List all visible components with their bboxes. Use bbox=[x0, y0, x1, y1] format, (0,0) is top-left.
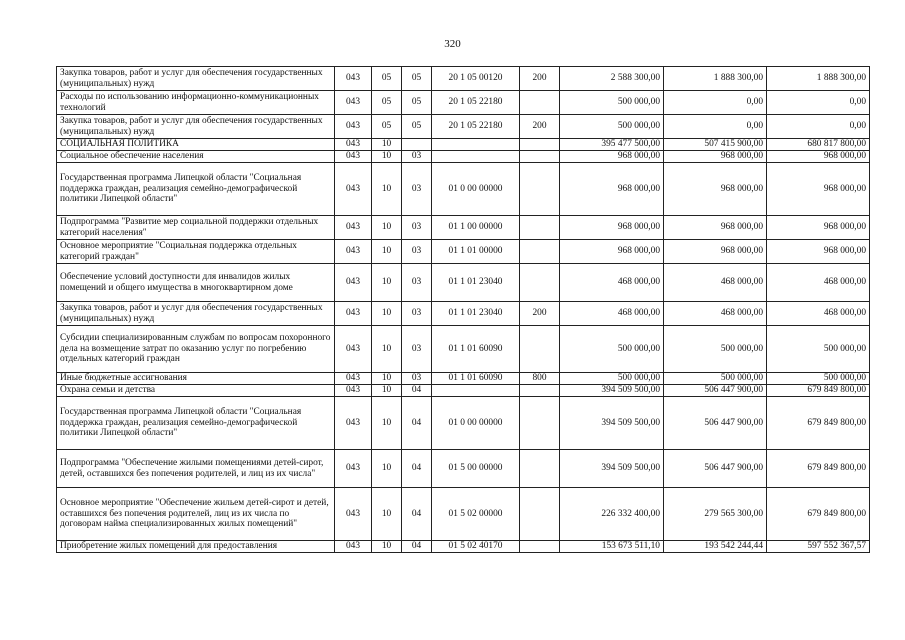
target-item-code: 20 1 05 00120 bbox=[432, 67, 520, 91]
expense-type-code bbox=[520, 240, 560, 264]
expense-type-code bbox=[520, 139, 560, 151]
amount-year-3: 679 849 800,00 bbox=[767, 450, 870, 488]
table-row bbox=[57, 397, 870, 450]
admin-code: 043 bbox=[335, 151, 372, 163]
subsection-code: 03 bbox=[402, 240, 432, 264]
amount-year-1: 500 000,00 bbox=[560, 373, 664, 385]
section-code: 10 bbox=[372, 264, 402, 302]
budget-table bbox=[56, 66, 870, 553]
amount-year-2: 968 000,00 bbox=[664, 163, 767, 216]
amount-year-3: 0,00 bbox=[767, 115, 870, 139]
expense-type-code bbox=[520, 541, 560, 553]
amount-year-1: 500 000,00 bbox=[560, 326, 664, 373]
amount-year-3: 679 849 800,00 bbox=[767, 397, 870, 450]
amount-year-3: 500 000,00 bbox=[767, 326, 870, 373]
section-code: 10 bbox=[372, 326, 402, 373]
amount-year-2: 468 000,00 bbox=[664, 264, 767, 302]
amount-year-3: 597 552 367,57 bbox=[767, 541, 870, 553]
admin-code: 043 bbox=[335, 240, 372, 264]
target-item-code bbox=[432, 385, 520, 397]
subsection-code: 03 bbox=[402, 264, 432, 302]
row-name: Охрана семьи и детства bbox=[57, 385, 335, 397]
amount-year-3: 679 849 800,00 bbox=[767, 488, 870, 541]
subsection-code: 04 bbox=[402, 450, 432, 488]
amount-year-1: 226 332 400,00 bbox=[560, 488, 664, 541]
target-item-code: 20 1 05 22180 bbox=[432, 91, 520, 115]
admin-code: 043 bbox=[335, 385, 372, 397]
row-name: Закупка товаров, работ и услуг для обеспечения государственных (муниципальных) нужд bbox=[57, 115, 335, 139]
amount-year-2: 193 542 244,44 bbox=[664, 541, 767, 553]
target-item-code: 01 5 02 40170 bbox=[432, 541, 520, 553]
target-item-code: 01 5 00 00000 bbox=[432, 450, 520, 488]
admin-code: 043 bbox=[335, 488, 372, 541]
amount-year-2: 506 447 900,00 bbox=[664, 450, 767, 488]
target-item-code bbox=[432, 151, 520, 163]
amount-year-2: 500 000,00 bbox=[664, 326, 767, 373]
amount-year-2: 506 447 900,00 bbox=[664, 385, 767, 397]
subsection-code: 04 bbox=[402, 488, 432, 541]
section-code: 10 bbox=[372, 163, 402, 216]
expense-type-code bbox=[520, 216, 560, 240]
subsection-code: 03 bbox=[402, 302, 432, 326]
table-row bbox=[57, 385, 870, 397]
table-row bbox=[57, 115, 870, 139]
amount-year-1: 500 000,00 bbox=[560, 91, 664, 115]
amount-year-3: 500 000,00 bbox=[767, 373, 870, 385]
amount-year-2: 506 447 900,00 bbox=[664, 397, 767, 450]
target-item-code: 01 1 01 23040 bbox=[432, 264, 520, 302]
table-row bbox=[57, 450, 870, 488]
table-row bbox=[57, 326, 870, 373]
section-code: 10 bbox=[372, 450, 402, 488]
subsection-code: 05 bbox=[402, 115, 432, 139]
expense-type-code: 200 bbox=[520, 67, 560, 91]
amount-year-3: 468 000,00 bbox=[767, 264, 870, 302]
section-code: 10 bbox=[372, 397, 402, 450]
table-row bbox=[57, 163, 870, 216]
amount-year-3: 968 000,00 bbox=[767, 163, 870, 216]
amount-year-1: 468 000,00 bbox=[560, 264, 664, 302]
row-name: Государственная программа Липецкой области "Социальная поддержка граждан, реализация семейно-демографической политики Липецкой области" bbox=[57, 397, 335, 450]
amount-year-1: 968 000,00 bbox=[560, 216, 664, 240]
expense-type-code bbox=[520, 385, 560, 397]
section-code: 10 bbox=[372, 488, 402, 541]
amount-year-3: 679 849 800,00 bbox=[767, 385, 870, 397]
table-row bbox=[57, 216, 870, 240]
expense-type-code bbox=[520, 326, 560, 373]
table-row bbox=[57, 91, 870, 115]
row-name: Расходы по использованию информационно-коммуникационных технологий bbox=[57, 91, 335, 115]
expense-type-code bbox=[520, 488, 560, 541]
section-code: 10 bbox=[372, 541, 402, 553]
admin-code: 043 bbox=[335, 541, 372, 553]
expense-type-code bbox=[520, 450, 560, 488]
target-item-code: 20 1 05 22180 bbox=[432, 115, 520, 139]
target-item-code: 01 1 01 00000 bbox=[432, 240, 520, 264]
row-name: Приобретение жилых помещений для предоставления bbox=[57, 541, 335, 553]
expense-type-code bbox=[520, 91, 560, 115]
subsection-code: 04 bbox=[402, 397, 432, 450]
target-item-code bbox=[432, 139, 520, 151]
target-item-code: 01 1 01 23040 bbox=[432, 302, 520, 326]
target-item-code: 01 1 00 00000 bbox=[432, 216, 520, 240]
admin-code: 043 bbox=[335, 373, 372, 385]
subsection-code: 04 bbox=[402, 385, 432, 397]
amount-year-2: 968 000,00 bbox=[664, 240, 767, 264]
target-item-code: 01 0 00 00000 bbox=[432, 397, 520, 450]
amount-year-3: 468 000,00 bbox=[767, 302, 870, 326]
amount-year-3: 0,00 bbox=[767, 91, 870, 115]
table-row bbox=[57, 67, 870, 91]
amount-year-2: 279 565 300,00 bbox=[664, 488, 767, 541]
expense-type-code bbox=[520, 397, 560, 450]
table-row bbox=[57, 488, 870, 541]
amount-year-1: 968 000,00 bbox=[560, 151, 664, 163]
section-code: 10 bbox=[372, 240, 402, 264]
row-name: Основное мероприятие "Социальная поддержка отдельных категорий граждан" bbox=[57, 240, 335, 264]
table-row bbox=[57, 264, 870, 302]
amount-year-3: 968 000,00 bbox=[767, 216, 870, 240]
expense-type-code: 200 bbox=[520, 115, 560, 139]
row-name: Социальное обеспечение населения bbox=[57, 151, 335, 163]
amount-year-1: 394 509 500,00 bbox=[560, 397, 664, 450]
amount-year-3: 968 000,00 bbox=[767, 240, 870, 264]
amount-year-2: 507 415 900,00 bbox=[664, 139, 767, 151]
target-item-code: 01 5 02 00000 bbox=[432, 488, 520, 541]
subsection-code bbox=[402, 139, 432, 151]
admin-code: 043 bbox=[335, 397, 372, 450]
subsection-code: 03 bbox=[402, 151, 432, 163]
amount-year-1: 968 000,00 bbox=[560, 163, 664, 216]
section-code: 05 bbox=[372, 67, 402, 91]
amount-year-2: 968 000,00 bbox=[664, 216, 767, 240]
target-item-code: 01 0 00 00000 bbox=[432, 163, 520, 216]
table-row bbox=[57, 151, 870, 163]
subsection-code: 03 bbox=[402, 216, 432, 240]
amount-year-2: 468 000,00 bbox=[664, 302, 767, 326]
amount-year-1: 500 000,00 bbox=[560, 115, 664, 139]
table-row bbox=[57, 139, 870, 151]
row-name: Закупка товаров, работ и услуг для обеспечения государственных (муниципальных) нужд bbox=[57, 302, 335, 326]
row-name: Обеспечение условий доступности для инвалидов жилых помещений и общего имущества в многоквартирном доме bbox=[57, 264, 335, 302]
section-code: 10 bbox=[372, 216, 402, 240]
subsection-code: 05 bbox=[402, 67, 432, 91]
subsection-code: 04 bbox=[402, 541, 432, 553]
amount-year-1: 468 000,00 bbox=[560, 302, 664, 326]
amount-year-1: 968 000,00 bbox=[560, 240, 664, 264]
amount-year-1: 394 509 500,00 bbox=[560, 450, 664, 488]
row-name: Государственная программа Липецкой области "Социальная поддержка граждан, реализация семейно-демографической политики Липецкой области" bbox=[57, 163, 335, 216]
row-name: Субсидии специализированным службам по вопросам похоронного дела на возмещение затрат по оказанию услуг по погребению отдельных категорий граждан bbox=[57, 326, 335, 373]
row-name: Иные бюджетные ассигнования bbox=[57, 373, 335, 385]
table-row bbox=[57, 302, 870, 326]
subsection-code: 03 bbox=[402, 373, 432, 385]
amount-year-1: 395 477 500,00 bbox=[560, 139, 664, 151]
amount-year-2: 500 000,00 bbox=[664, 373, 767, 385]
amount-year-1: 153 673 511,10 bbox=[560, 541, 664, 553]
table-row bbox=[57, 240, 870, 264]
admin-code: 043 bbox=[335, 115, 372, 139]
amount-year-2: 0,00 bbox=[664, 91, 767, 115]
row-name: СОЦИАЛЬНАЯ ПОЛИТИКА bbox=[57, 139, 335, 151]
amount-year-1: 2 588 300,00 bbox=[560, 67, 664, 91]
section-code: 10 bbox=[372, 302, 402, 326]
admin-code: 043 bbox=[335, 216, 372, 240]
subsection-code: 03 bbox=[402, 326, 432, 373]
amount-year-2: 968 000,00 bbox=[664, 151, 767, 163]
section-code: 05 bbox=[372, 115, 402, 139]
admin-code: 043 bbox=[335, 450, 372, 488]
subsection-code: 05 bbox=[402, 91, 432, 115]
section-code: 10 bbox=[372, 139, 402, 151]
admin-code: 043 bbox=[335, 302, 372, 326]
admin-code: 043 bbox=[335, 326, 372, 373]
row-name: Подпрограмма "Развитие мер социальной поддержки отдельных категорий населения" bbox=[57, 216, 335, 240]
subsection-code: 03 bbox=[402, 163, 432, 216]
page-number: 320 bbox=[444, 38, 461, 50]
admin-code: 043 bbox=[335, 139, 372, 151]
expense-type-code: 200 bbox=[520, 302, 560, 326]
table-row bbox=[57, 373, 870, 385]
admin-code: 043 bbox=[335, 91, 372, 115]
row-name: Закупка товаров, работ и услуг для обеспечения государственных (муниципальных) нужд bbox=[57, 67, 335, 91]
amount-year-3: 1 888 300,00 bbox=[767, 67, 870, 91]
section-code: 05 bbox=[372, 91, 402, 115]
expense-type-code bbox=[520, 151, 560, 163]
amount-year-1: 394 509 500,00 bbox=[560, 385, 664, 397]
expense-type-code: 800 bbox=[520, 373, 560, 385]
amount-year-2: 0,00 bbox=[664, 115, 767, 139]
admin-code: 043 bbox=[335, 163, 372, 216]
target-item-code: 01 1 01 60090 bbox=[432, 373, 520, 385]
row-name: Подпрограмма "Обеспечение жилыми помещениями детей-сирот, детей, оставшихся без попечения родителей, и лиц из их числа" bbox=[57, 450, 335, 488]
row-name: Основное мероприятие "Обеспечение жильем детей-сирот и детей, оставшихся без попечения родителей, лиц из их числа по договорам найма специализированных жилых помещений" bbox=[57, 488, 335, 541]
section-code: 10 bbox=[372, 151, 402, 163]
section-code: 10 bbox=[372, 385, 402, 397]
target-item-code: 01 1 01 60090 bbox=[432, 326, 520, 373]
admin-code: 043 bbox=[335, 67, 372, 91]
admin-code: 043 bbox=[335, 264, 372, 302]
amount-year-3: 680 817 800,00 bbox=[767, 139, 870, 151]
amount-year-2: 1 888 300,00 bbox=[664, 67, 767, 91]
expense-type-code bbox=[520, 163, 560, 216]
expense-type-code bbox=[520, 264, 560, 302]
section-code: 10 bbox=[372, 373, 402, 385]
table-row bbox=[57, 541, 870, 553]
amount-year-3: 968 000,00 bbox=[767, 151, 870, 163]
